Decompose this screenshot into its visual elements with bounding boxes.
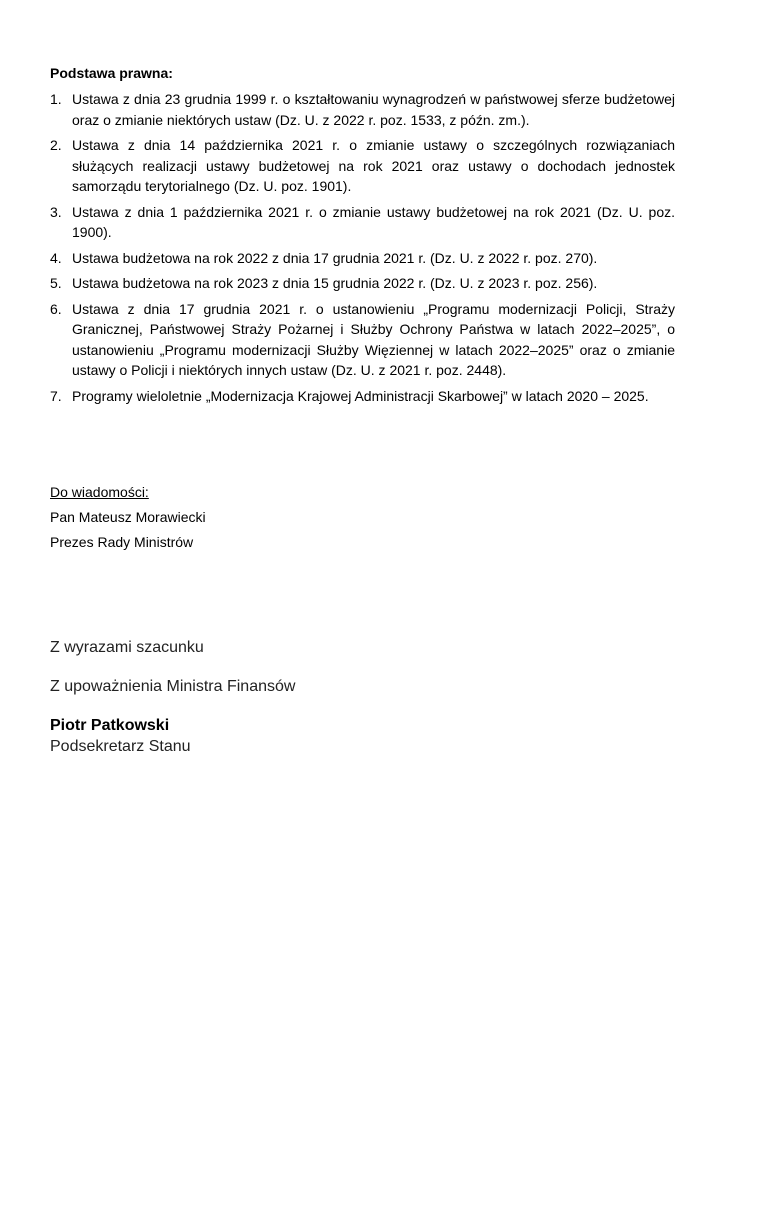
list-item-text: Programy wieloletnie „Modernizacja Krajowej Administracji Skarbowej” w latach 2020 – 2025. [72, 387, 649, 404]
legal-basis-item-5 [50, 273, 675, 294]
notice-label: Do wiadomości: [50, 484, 149, 500]
legal-basis-item-1 [50, 89, 675, 130]
legal-basis-item-2 [50, 135, 675, 197]
legal-basis-item-6 [50, 299, 675, 381]
signer-title: Podsekretarz Stanu [50, 738, 191, 755]
legal-basis-item-3 [50, 202, 675, 243]
list-number: 5. [50, 275, 62, 291]
legal-basis-list [50, 89, 675, 411]
list-item-text: Ustawa budżetowa na rok 2023 z dnia 15 grudnia 2022 r. (Dz. U. z 2023 r. poz. 256). [72, 275, 598, 291]
list-item-text: Ustawa z dnia 17 grudnia 2021 r. o ustanowieniu „Programu modernizacji Policji, Straży Granicznej, Państwowej Straży Pożarnej i Służby Ochrony Państwa w latach 2022–2025”, o ustanowieniu „Programu modernizacji Służby Więziennej w latach 2022–2025” oraz o zmianie ustawy o Policji i niektórych innych ustaw (Dz. U. z 2021 r. poz. 2448). [72, 300, 675, 378]
legal-basis-item-4 [50, 248, 675, 269]
signer-name: Piotr Patkowski [50, 717, 170, 734]
recipient-name: Pan Mateusz Morawiecki [50, 509, 206, 525]
closing-regards: Z wyrazami szacunku [50, 639, 204, 656]
list-item-text: Ustawa z dnia 1 października 2021 r. o zmianie ustawy budżetowej na rok 2021 (Dz. U. poz. 1900). [72, 203, 675, 240]
list-number: 6. [50, 300, 62, 317]
list-number: 3. [50, 203, 62, 220]
list-number: 1. [50, 91, 62, 107]
notice-block [50, 480, 206, 555]
recipient-title: Prezes Rady Ministrów [50, 534, 194, 550]
list-item-text: Ustawa budżetowa na rok 2022 z dnia 17 grudnia 2021 r. (Dz. U. z 2022 r. poz. 270). [72, 249, 598, 266]
list-item-text: Ustawa z dnia 14 października 2021 r. o zmianie ustawy o szczególnych rozwiązaniach służących realizacji ustawy budżetowej na rok 2021 oraz ustawy o dochodach jednostek samorządu terytorialnego (Dz. U. poz. 1901). [72, 137, 675, 194]
legal-basis-heading: Podstawa prawna: [50, 65, 173, 81]
list-number: 4. [50, 249, 62, 266]
list-number: 7. [50, 387, 62, 404]
list-item-text: Ustawa z dnia 23 grudnia 1999 r. o kształtowaniu wynagrodzeń w państwowej sferze budżetowej oraz o zmianie niektórych ustaw (Dz. U. z 2022 r. poz. 1533, z późn. zm.). [72, 91, 675, 128]
list-number: 2. [50, 137, 62, 153]
signature-block [50, 715, 191, 757]
closing-authorization: Z upoważnienia Ministra Finansów [50, 678, 296, 695]
legal-basis-item-7 [50, 386, 675, 407]
